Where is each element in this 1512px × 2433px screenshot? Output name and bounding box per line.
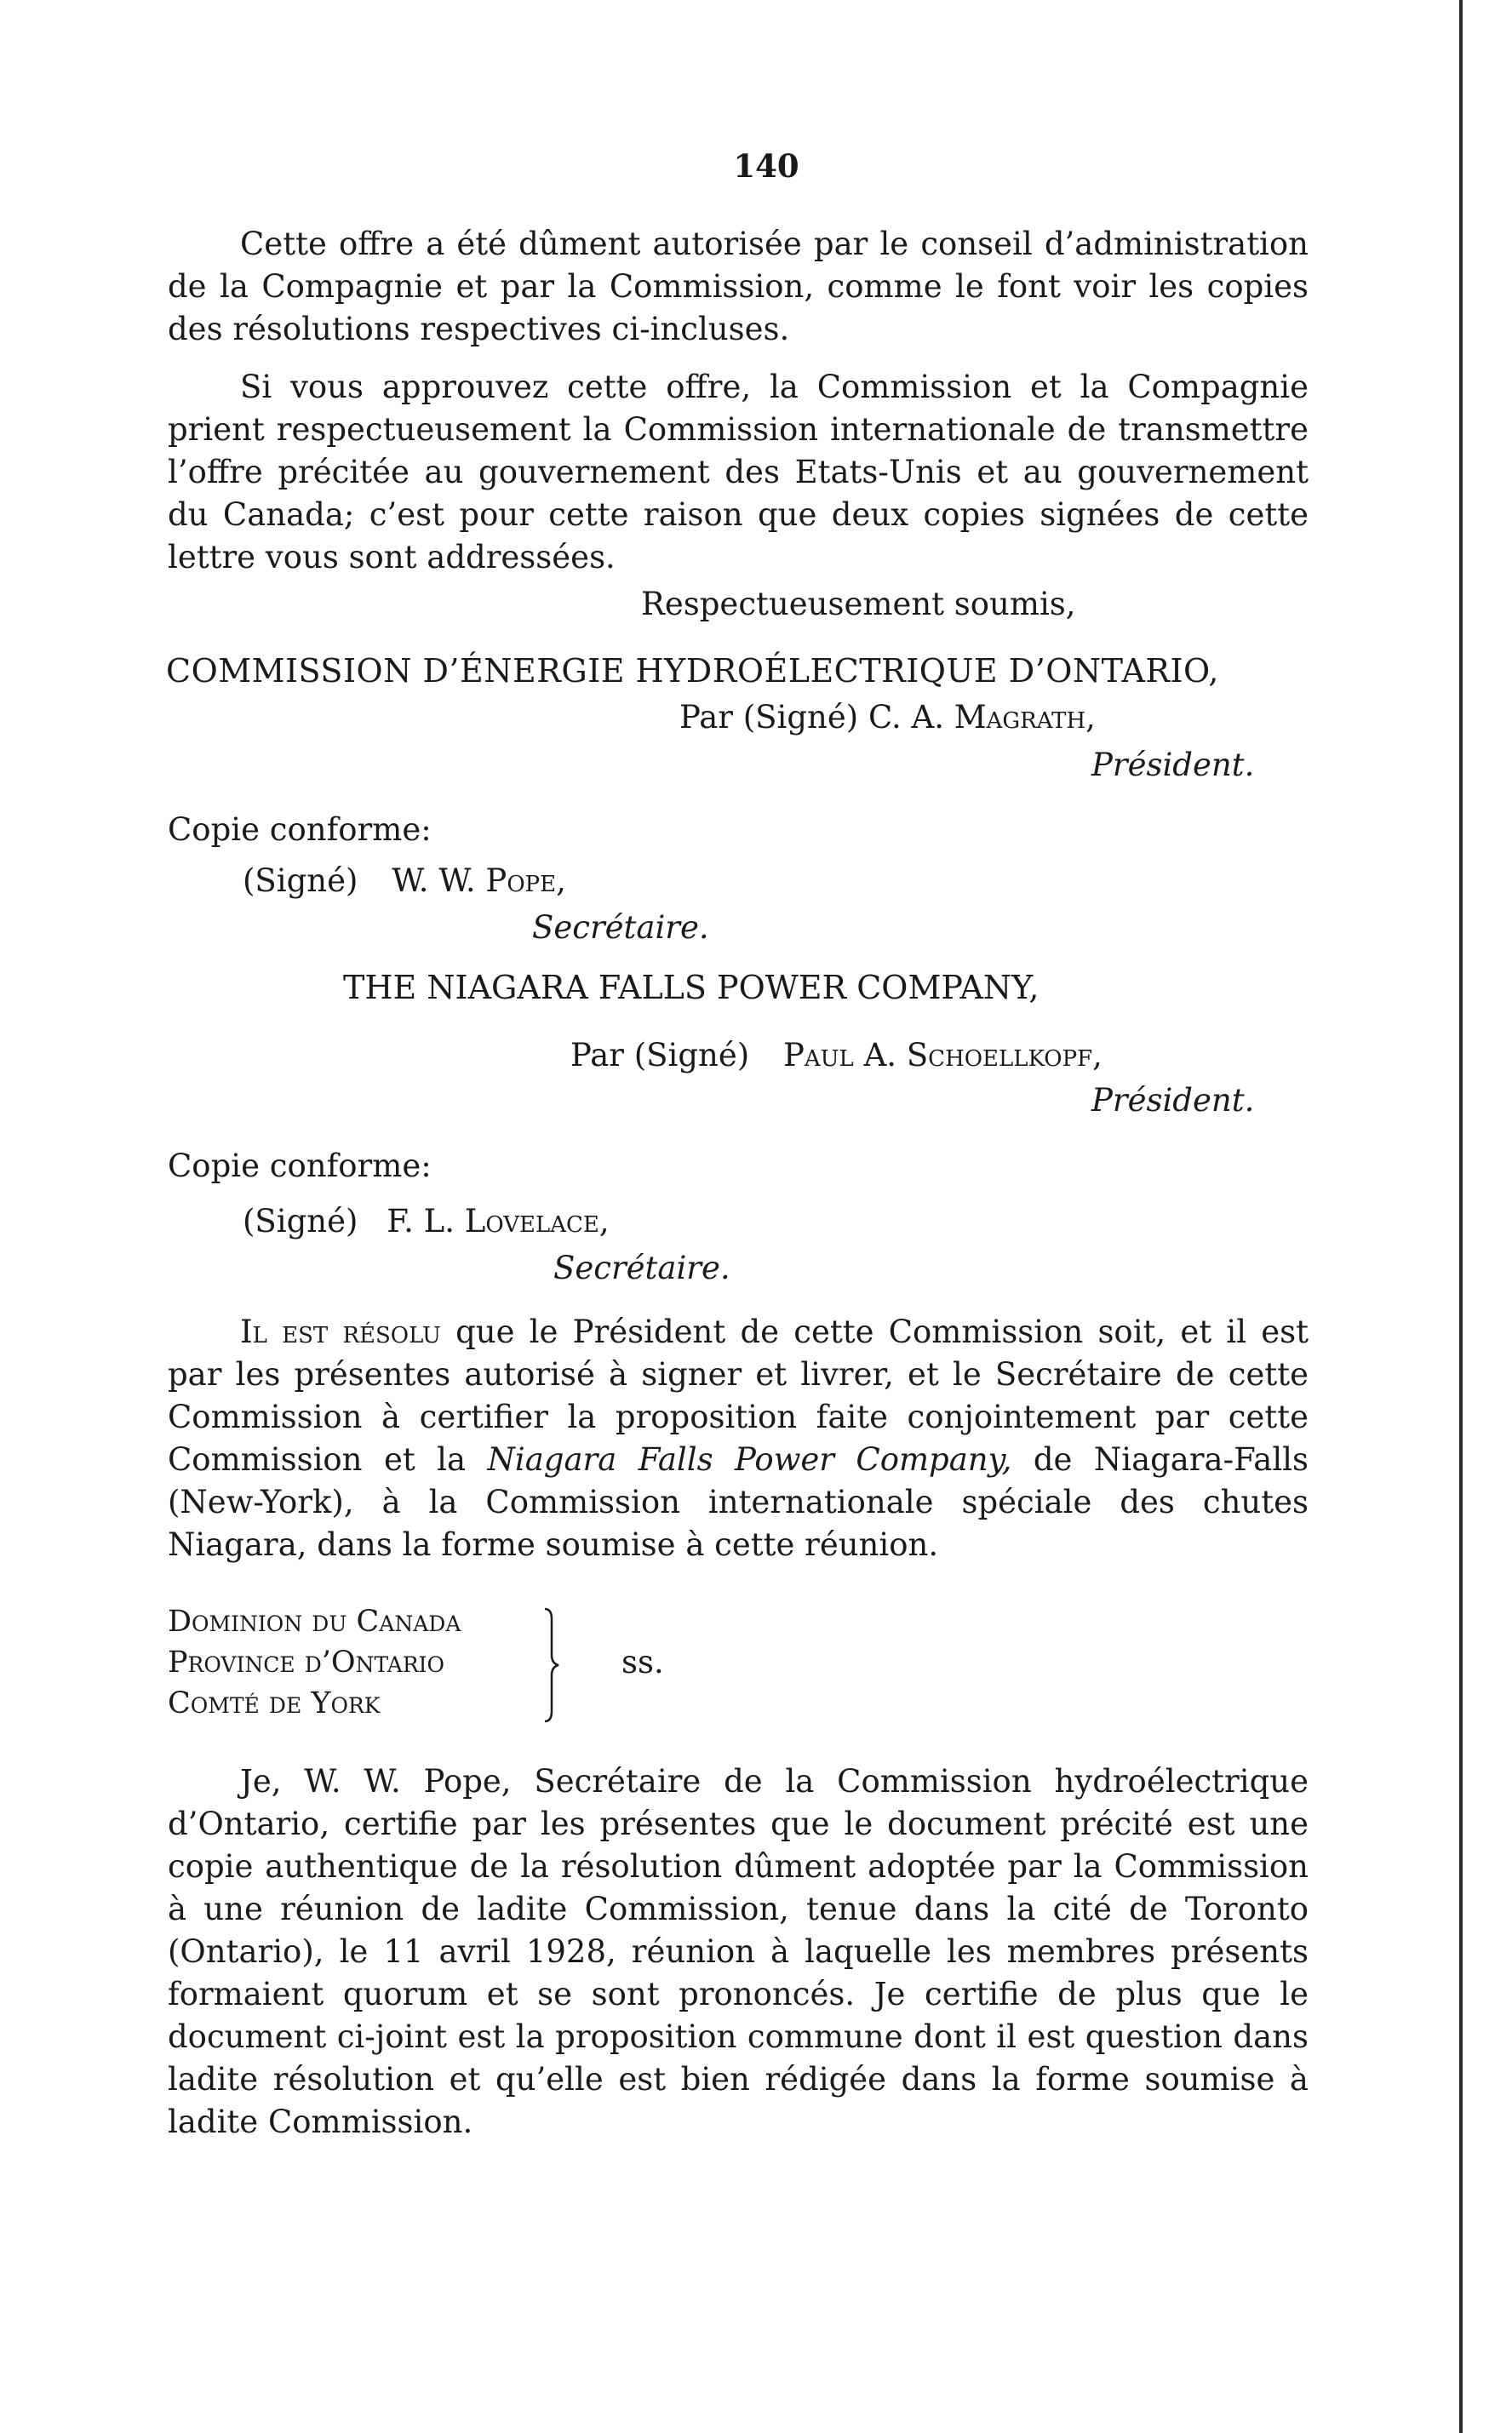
secretary-initials: W. W. [392,862,476,899]
certified-copy-label: Copie conforme: [168,1148,432,1184]
secretary-name: Pope, [485,862,566,899]
venue-brace [543,1607,560,1723]
signatory-title: Président. [1091,747,1255,783]
paragraph-certification: Je, W. W. Pope, Secrétaire de la Commission hydroélectrique d’Ontario, certifie par les présentes que le document précité est une copie authentique de la résolution dûment adoptée par la Commission à une réunion de ladite Commission, tenue dans la cité de Toronto (Ontario), le 11 avril 1928, réunion à laquelle les membres présents formaient quorum et se sont prononcés. Je certifie de plus que le document ci-joint est la proposition commune dont il est question dans ladite résolution et qu’elle est bien rédigée dans la forme soumise à ladite Commission. [168,1763,1309,2140]
venue-dominion: Dominion du Canada [168,1605,461,1639]
resolution-lead: Il est résolu [240,1314,441,1350]
paragraph-resolution [168,1311,1309,1566]
signature-line-president-nfpc [570,1034,1102,1077]
certified-copy-label: Copie conforme: [168,811,432,848]
secretary-initials: F. L. [387,1203,455,1239]
signed-label: (Signé) [243,862,358,899]
secretary-name: Lovelace, [464,1203,610,1239]
signed-by-label: Par (Signé) C. A. [679,699,944,736]
signatory-name: Paul A. Schoellkopf, [782,1037,1102,1073]
resolution-text-1: que le Président de cette Commission soit, et il est par les présentes autorisé à signer et livrer, et le Secrétaire de cette Commission à certifier la proposition faite conjointement par cette Commission et la [168,1314,1309,1478]
secretary-title: Secrétaire. [553,1250,730,1286]
signatory-organization-hepc: COMMISSION D’ÉNERGIE HYDROÉLECTRIQUE D’ONTARIO, [166,652,1220,690]
signatory-name: Magrath, [954,699,1096,736]
page-number: 140 [733,147,799,185]
venue-ss: ss. [621,1644,664,1680]
venue-county: Comté de York [168,1686,381,1720]
secretary-signature-line-hepc [243,860,566,902]
venue-province: Province d’Ontario [168,1646,445,1680]
paragraph-offer-authorization: Cette offre a été dûment autorisée par le conseil d’administration de la Compagnie et par la Commission, comme le font voir les copies des résolutions respectives ci-incluses. [168,226,1309,347]
signatory-title: Président. [1091,1082,1255,1119]
secretary-title: Secrétaire. [532,909,709,946]
paragraph-request-transmission: Si vous approuvez cette offre, la Commission et la Compagnie prient respectueusement la Commission internationale de transmettre l’offre précitée au gouvernement des Etats-Unis et au gouvernement du Canada; c’est pour cette raison que deux copies signées de cette lettre vous sont addressées. [168,369,1309,575]
signed-label: (Signé) [243,1203,358,1239]
resolution-company: Niagara Falls Power Company, [487,1441,1012,1478]
signatory-organization-nfpc: THE NIAGARA FALLS POWER COMPANY, [343,969,1040,1006]
secretary-signature-line-nfpc [243,1200,610,1243]
page-edge-line [1459,0,1463,2433]
signed-by-label: Par (Signé) [570,1037,750,1073]
resolution-text-2: de Niagara-Falls (New-York), à la Commission internationale spéciale des chutes Niagara, dans la forme soumise à cette réunion. [168,1441,1309,1563]
closing-formula: Respectueusement soumis, [641,586,1076,622]
signature-line-president-hepc [679,696,1096,739]
